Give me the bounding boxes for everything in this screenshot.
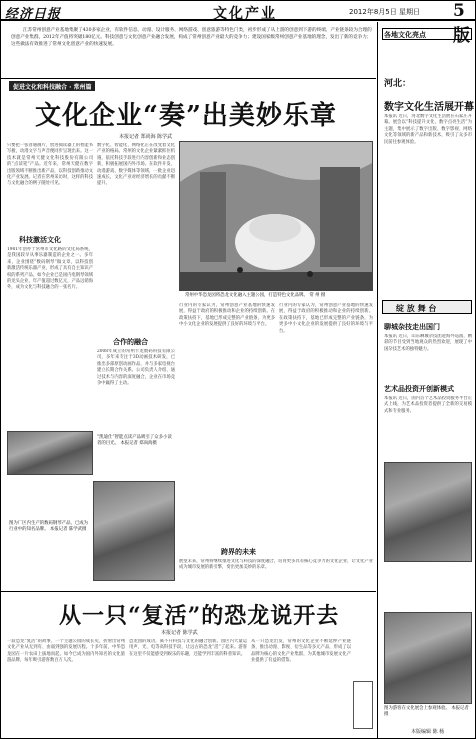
column-title: 绽 放 舞 台 <box>396 304 437 313</box>
second-column-2: 恐龙园的成功，离不开科技与文化的融合创新。园区内大量运用声、光、电等高科技手段，让远古的恐龙“活”了起来。游客在这里不仅能感受到娱乐的乐趣，还能学到丰富的科普知识。 <box>129 639 247 657</box>
second-headline: 从一只“复活”的恐龙说开去 <box>59 603 340 629</box>
item2-body: 本报讯 近日，国内首个艺术品投资服务平台正式上线，为艺术品投资者提供了全新的交易模式和专业服务。 <box>384 396 472 414</box>
article-column-4: 行业内的专家认为，常州创意产业基地的快速发展，得益于政府的积极推动和企业的持续创新。在政策扶持下，基地已形成完整的产业链条，为更多中小文化企业的发展提供了良好的环境与平台。 <box>279 303 373 334</box>
main-byline: 本报记者 郑尚海 陈学武 <box>119 134 173 140</box>
section-kicker: 促进文化和科技融合 · 常州篇 <box>9 81 95 91</box>
dinosaur-park-photo <box>179 141 373 291</box>
article-column-2: 数字化、智能化、网络化正在改变着文化产业的格局。常州的文化企业紧紧抓住机遇，依托科技手段进行内容创新和业态创新，积极拓展国内外市场。在软件开发、动漫游戏、数字媒体等领域，一批企业迅速成长，文化产业对经济增长的贡献不断提升。 <box>97 143 175 187</box>
article-column-3: 行业内的专家认为，常州创意产业基地的快速发展，得益于政府的积极推动和企业的持续创新。在政策扶持下，基地已形成完整的产业链条，为更多中小文化企业的发展提供了良好的环境与平台。 <box>179 303 275 328</box>
sidebar <box>377 22 476 739</box>
item1-title: 聊城杂技走出国门 <box>384 323 440 331</box>
newspaper-logo: 经济日报 <box>5 7 62 22</box>
divider <box>1 78 376 79</box>
item1-body: 本报讯 近日，山东聊城杂技团赴海外巡演，精彩的节目受到当地观众的热烈欢迎，展现了中国杂技艺术的独特魅力。 <box>384 334 472 352</box>
article-column-3b: 展望未来，常州将继续推进文化与科技的深度融合，培育更多具有核心竞争力的文化企业，让文化产业成为城市发展的新引擎，奏出更加美妙的乐章。 <box>179 559 373 571</box>
article-column-1: 只要把一张普通画片，放进阅读器上的智能书写板，动漫文字与声音便同步呈现出来。这一技术就是常州天健文化科技股份有限公司的“点读笔”产品。近年来，常州天健在数字出版领域不断推出新产品，以科技创新推动文化产业发展。记者在常州采访时，这样的科技与文化融合的例子随处可见。 <box>7 143 93 187</box>
divider <box>1 591 376 592</box>
subheading-future: 跨界的未来 <box>221 548 256 556</box>
reading-pen-photo <box>7 431 93 475</box>
subheading-fusion: 合作的融合 <box>113 338 148 346</box>
photo-illustration <box>180 142 373 291</box>
second-column-1: 一段恐龙“复活”的故事，一个主题公园的成长史，折射出常州文化产业从无到有、由弱到强的发展历程。十多年前，中华恐龙园在一片农田上拔地而起，如今已成为国内外知名的文化旅游品牌，每年吸引游客数百万人次。 <box>7 639 125 664</box>
sidebar-photo-caption: 图为游客在文化展会上参观体验。 本报记者摄 <box>384 706 469 717</box>
item2-title: 艺术品投资开创新模式 <box>384 385 454 393</box>
issue-date: 2012年8月5日 星期日 <box>349 8 420 16</box>
sidebar-photo-1 <box>384 462 472 562</box>
side-caption-2: 图为厂区内生产的数码钢琴产品，已成为行业中的知名品牌。 本报记者 陈学武摄 <box>9 521 89 532</box>
main-headline: 文化企业“奏”出美妙乐章 <box>35 101 337 131</box>
subheading-tech: 科技激活文化 <box>19 236 61 244</box>
sidebar-photo-2 <box>384 612 472 704</box>
sidebar-headline: 数字文化生活展开幕 <box>384 102 474 113</box>
second-byline: 本报记者 陈学武 <box>161 630 198 636</box>
digital-piano-photo <box>93 481 175 581</box>
article-column-2b: 2008年成立的常州卡龙数码科技有限公司，多年来专注于3D动画技术研发，已推出多部原创动画作品，并与多家电视台建立长期合作关系。公司负责人介绍，通过技术与内容的深度融合，企业在市场竞争中赢得了主动。 <box>97 349 175 387</box>
sidebar-title: 各地文化亮点 <box>384 31 426 39</box>
sidebar-city: 河北： <box>384 79 412 89</box>
section-title: 文化产业 <box>213 6 277 22</box>
page-editor: 本版编辑 陈 杨 <box>411 729 445 735</box>
notes-stamp <box>353 681 373 729</box>
main-photo-caption: 常州中华恐龙园将恐龙文化融入主题公园，打造特色文化品牌。 常 州 摄 <box>185 293 326 298</box>
article-column-1b: 1981年创办于常州市文化路的文化局系统，是我国较早从事乐器制造的企业之一。多年来，企业围绕“数码钢琴”做文章，以科技创新激活传统乐器产业，形成了具有自主知识产权的系列产品。如今企业已是国内电钢琴领域的龙头企业，年产值超过数亿元，产品远销海外，成为文化与科技融合的一张名片。 <box>7 247 93 291</box>
sidebar-body: 本报讯 近日，河北数字文化生活展在石家庄开幕。展会以“科技提升文化，数字点亮生活”为主题，集中展示了数字出版、数字影视、网络文化等领域的新产品和新技术，吸引了众多市民前往参观体验。 <box>384 114 472 145</box>
second-column-3: 从一只恐龙出发，常州的文化企业不断延伸产业链条，推出动漫、影视、衍生品等多元产品，形成了以品牌为核心的文化产业集群，为其他城市发展文化产业提供了有益的借鉴。 <box>251 639 351 664</box>
page-number: 5版 <box>453 1 470 46</box>
lead-paragraph: 江苏常州创意产业基地集聚了430多家企业，有软件信息、动漫、设计服务、网络游戏、创意旅游等特色门类，初步形成了从上游的创意到下游的终端、产业链条较为合理的创意产业集群，2012年产值将突破180亿元。科技创意与文化创意产业融合发展，构成了常州创意产业最大的竞争力；建设国家级常州创意产业基地的理念，发出了新的竞争力；这些做法有效推进了常州文化创意产业的快速发展。 <box>11 28 372 47</box>
side-caption-1: “凯迪仕”智能点读产品吸引了众多小读者的目光。 本报记者 郑尚海摄 <box>97 435 172 446</box>
